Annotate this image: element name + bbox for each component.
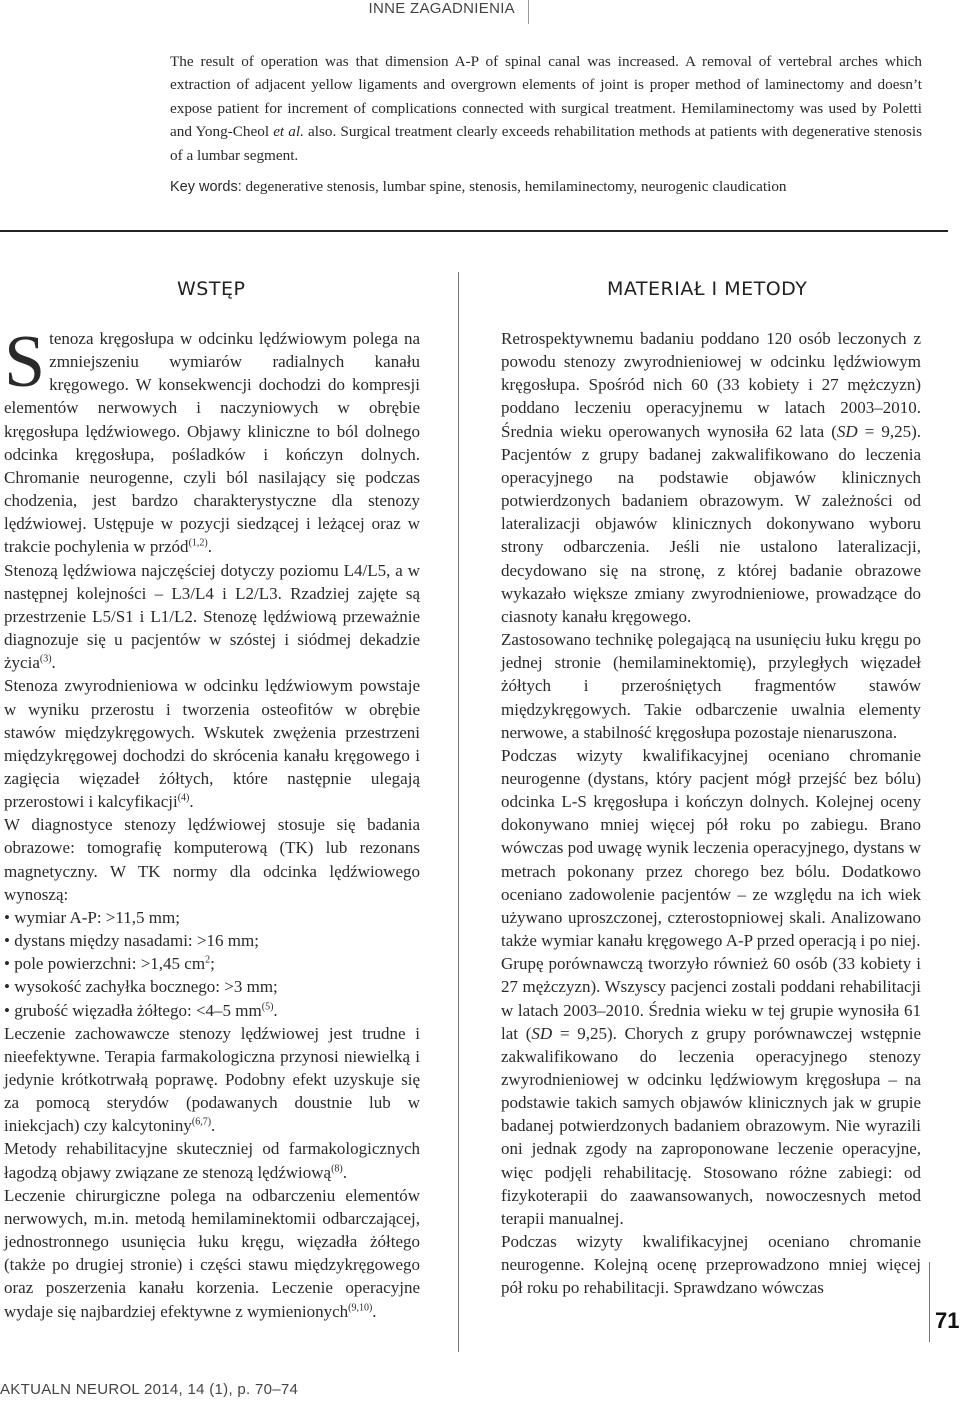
period: .	[211, 1116, 216, 1136]
period: .	[51, 653, 56, 673]
citation: (4)	[177, 792, 190, 804]
list-item: • wymiar A-P: >11,5 mm;	[4, 907, 180, 927]
period: .	[342, 1162, 348, 1182]
citation: (5)	[261, 1000, 274, 1012]
citation: (8)	[331, 1162, 343, 1174]
period: .	[273, 1000, 278, 1020]
period: .	[207, 537, 212, 557]
dropcap: S	[4, 321, 46, 403]
paragraph	[4, 674, 420, 813]
citation: (3)	[39, 653, 52, 665]
citation: (6,7)	[191, 1116, 212, 1128]
paragraph: Podczas wizyty kwalifikacyjnej oceniano chromanie neurogenne (dystans, który pacjent mógł przejść bez bólu) odcinka L-S kręgosłupa i kończyn dolnych. Kolejnej oceny dokonywano mniej więcej pół roku po zabiegu. Brano wówczas pod uwagę wynik leczenia operacyjnego, dystans w metrach pokonany przez chorego bez bólu. Dodatkowo oceniano zadowolenie pacjentów – ze względu na ich wiek używano uproszczonej, czterostopniowej skali. Analizowano także wymiar kanału kręgowego A-P przed operacją i po niej.	[501, 745, 921, 951]
paragraph	[501, 327, 921, 628]
list-item-text: • pole powierzchni: >1,45 cm	[4, 954, 206, 974]
paragraph-text: Grupę porównawczą tworzyło również 60 osób (33 kobiety i 27 mężczyzn). Wszyscy pacjenci zostali poddani rehabilitacji w latach 2003–2010. Średnia wieku w tej grupie wynosiła 61 lat (	[501, 954, 921, 1043]
keywords	[170, 175, 930, 199]
list-item-end: ;	[210, 954, 215, 974]
paragraph-text: Stenoza zwyrodnieniowa w odcinku lędźwiowym powstaje w wyniku przerostu i tworzenia osteofitów w obrębie stawów międzykręgowych. Wskutek zwężenia przestrzeni międzykręgowej dochodzi do skrócenia kanału kręgowego i zagięcia więzadeł żółtych, które następnie ulegają przerostowi i kalcyfikacji	[4, 676, 420, 812]
journal-footer: AKTUALN NEUROL 2014, 14 (1), p. 70–74	[0, 1381, 299, 1398]
superscript: 2	[205, 954, 211, 966]
paragraph-text: Leczenie chirurgiczne polega na odbarczeniu elementów nerwowych, m.in. metodą hemilaminektomii odbarczającej, jednostronnego usunięcia łuku kręgu, więzadła żółtego (także po drugiej stronie) i części stawu międzykręgowego oraz poszerzenia kanału korzenia. Leczenie operacyjne wydaje się najbardziej efektywne z wymienionych	[4, 1185, 420, 1321]
paragraph: Zastosowano technikę polegającą na usunięciu łuku kręgu po jednej stronie (hemilaminektomię), przyległych więzadeł żółtych i przerośniętych fragmentów stawów międzykręgowych. Takie odbarczenie uwalnia elementy nerwowe, a stabilność kręgosłupa pozostaje nienaruszona.	[501, 630, 921, 742]
period: .	[372, 1301, 377, 1321]
citation: (9,10)	[348, 1301, 373, 1313]
paragraph-text: Stenozą lędźwiowa najczęściej dotyczy poziomu L4/L5, a w następnej kolejności – L3/L4 i L2/L3. Rzadziej zajęte są przestrzenie L5/S1 i L1/L2. Stenozę lędźwiową przeważnie diagnozuje się u pacjentów w szóstej i siódmej dekadzie życia	[4, 560, 420, 673]
ct-norms-list	[4, 906, 420, 1022]
list-item: • dystans między nasadami: >16 mm;	[4, 931, 259, 951]
paragraph	[501, 952, 921, 1230]
paragraph-text: = 9,25). Chorych z grupy porównawczej wstępnie zakwalifikowano do leczenia operacyjnego stenozy zwyrodnieniowej w odcinku lędźwiowym kręgosłupa – na podstawie takich samych objawów klinicznych jak w grupie badanej potwierdzonych badaniem obrazowym. Nie wyrazili oni jednak zgody na zaproponowane leczenie operacyjne, więc podjęli rehabilitację. Stosowano różne zabiegi: od fizykoterapii do zaawansowanych, nowoczesnych metod terapii manualnej.	[501, 1023, 921, 1228]
paragraph	[4, 559, 420, 675]
page-number: 71	[935, 1308, 960, 1333]
abstract-italic: et al.	[273, 123, 304, 141]
paragraph	[4, 1022, 420, 1138]
paragraph-text: Leczenie zachowawcze stenozy lędźwiowej jest trudne i nieefektywne. Terapia farmakologiczna przynosi niewielką i jedynie krótkotrwałą poprawę. Podobny efekt uzyskuje się za pomocą sterydów (podawanych doustnie lub w iniekcjach) czy kalcytoniny	[4, 1023, 420, 1136]
abstract-text-part1: The result of operation was that dimension A-P of spinal canal was increased. A removal of vertebral arches which extraction of adjacent yellow ligaments and overgrown elements of joint is proper method of laminectomy and doesn’t expose patient for increment of complications connected with surgical treatment. Hemilaminectomy was used by Poletti and Yong-Cheol	[170, 53, 922, 141]
paragraph-text: Retrospektywnemu badaniu poddano 120 osób leczonych z powodu stenozy zwyrodnieniowej w odcinku lędźwiowym kręgosłupa. Spośród nich 60 (33 kobiety i 27 mężczyzn) poddano leczeniu operacyjnemu w latach 2003–2010. Średnia wieku operowanych wynosiła 62 lata (	[501, 329, 921, 441]
list-item	[4, 999, 420, 1022]
section-divider	[0, 230, 948, 232]
header-divider	[528, 0, 529, 24]
page-number-rule	[929, 1262, 930, 1342]
column-divider	[458, 272, 459, 1352]
list-item	[4, 952, 420, 975]
heading-material-i-metody: MATERIAŁ I METODY	[607, 278, 808, 300]
paragraph	[4, 1137, 420, 1183]
citation: (1,2)	[188, 537, 208, 549]
period: .	[189, 792, 194, 812]
paragraph-text: Metody rehabilitacyjne skuteczniej od farmakologicznych łagodzą objawy związane ze stenozą lędźwiową	[4, 1139, 420, 1182]
list-item-text: • grubość więzadła żółtego: <4–5 mm	[4, 1000, 262, 1020]
right-column	[501, 327, 921, 1300]
paragraph	[4, 1184, 420, 1323]
list-item: • wysokość zachyłka bocznego: >3 mm;	[4, 977, 278, 997]
paragraph-text: = 9,25). Pacjentów z grupy badanej zakwalifikowano do leczenia operacyjnego na podstawie objawów klinicznych potwierdzonych badaniem obrazowym. W zależności od lateralizacji objawów klinicznych dokonywano wyboru strony odbarczenia. Jeśli nie ustalono lateralizacji, decydowano się na stronę, z której badanie obrazowe wykazało większe zmiany zwyrodnieniowe, prowadzące do ciasnoty kanału kręgowego.	[501, 421, 922, 626]
heading-wstep: WSTĘP	[177, 278, 246, 300]
paragraph	[4, 321, 420, 559]
paragraph: W diagnostyce stenozy lędźwiowej stosuje się badania obrazowe: tomografię komputerową (TK) lub rezonans magnetyczny. W TK normy dla odcinka lędźwiowego wynoszą:	[4, 815, 420, 904]
paragraph: Podczas wizyty kwalifikacyjnej oceniano chromanie neurogenne. Kolejną ocenę przeprowadzono mniej więcej pół roku po rehabilitacji. Sprawdzano wówczas	[501, 1232, 921, 1298]
left-column	[4, 321, 420, 1323]
abstract	[170, 50, 922, 167]
sd-symbol: SD	[531, 1023, 553, 1043]
keywords-label: Key words:	[170, 179, 242, 195]
section-label: INNE ZAGADNIENIA	[368, 0, 515, 17]
abstract-text-part2: also. Surgical treatment clearly exceeds rehabilitation methods at patients with degenerative stenosis of a lumbar segment.	[170, 123, 922, 164]
keywords-list: degenerative stenosis, lumbar spine, stenosis, hemilaminectomy, neurogenic claudication	[241, 178, 787, 195]
paragraph-text: tenoza kręgosłupa w odcinku lędźwiowym polega na zmniejszeniu wymiarów radialnych kanału kręgowego. W konsekwencji dochodzi do kompresji elementów nerwowych i naczyniowych w obrębie kręgosłupa lędźwiowego. Objawy kliniczne to ból dolnego odcinka kręgosłupa, pośladków i kończyn dolnych. Chromanie neurogenne, czyli ból nasilający się podczas chodzenia, jest bardzo charakterystyczne dla stenozy lędźwiowej. Ustępuje w pozycji siedzącej i leżącej oraz w trakcie pochylenia w przód	[4, 329, 420, 557]
sd-symbol: SD	[836, 421, 858, 441]
